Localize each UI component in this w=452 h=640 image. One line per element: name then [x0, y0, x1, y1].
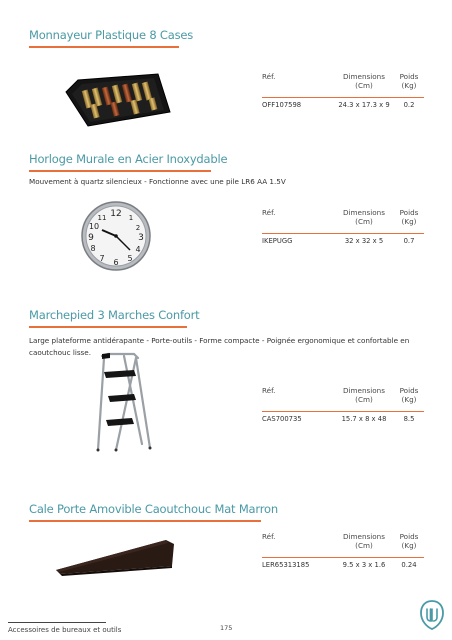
wall-clock-image — [80, 200, 152, 272]
svg-text:11: 11 — [97, 214, 107, 222]
spec-header — [262, 208, 424, 230]
ref-value: LER65313185 — [262, 561, 310, 570]
spec-header — [262, 532, 424, 554]
door-wedge-image — [54, 536, 176, 576]
dimensions-header: Dimensions — [343, 532, 385, 541]
spec-divider — [262, 97, 424, 98]
svg-text:4: 4 — [135, 245, 141, 254]
ref-value: OFF107598 — [262, 101, 302, 110]
weight-value: 0.2 — [403, 101, 415, 110]
dimensions-value: 9.5 x 3 x 1.6 — [342, 561, 386, 570]
product-description: Large plateforme antidérapante - Porte-outils - Forme compacte - Poignée ergonomique et confortable en caoutchouc lisse. — [29, 336, 410, 357]
footer-divider — [8, 622, 106, 623]
page-number: 175 — [220, 624, 233, 632]
dimensions-unit: (Cm) — [355, 81, 373, 90]
svg-text:1: 1 — [128, 214, 134, 222]
svg-text:8: 8 — [90, 244, 96, 253]
svg-text:12: 12 — [110, 209, 122, 219]
product-title: Marchepied 3 Marches Confort — [29, 308, 200, 322]
spec-table — [262, 386, 424, 427]
dimensions-header: Dimensions — [343, 208, 385, 217]
coin-tray-image — [64, 72, 172, 128]
spec-divider — [262, 411, 424, 412]
ref-header: Réf. — [262, 386, 276, 395]
dimensions-unit: (Cm) — [355, 217, 373, 226]
step-stool-image — [94, 352, 156, 452]
spec-table — [262, 532, 424, 573]
weight-unit: (Kg) — [401, 541, 417, 550]
svg-text:9: 9 — [88, 233, 94, 243]
svg-text:3: 3 — [138, 233, 144, 243]
svg-text:2: 2 — [135, 224, 141, 232]
title-underline — [29, 326, 187, 328]
weight-unit: (Kg) — [401, 81, 417, 90]
weight-header: Poids — [399, 532, 419, 541]
spec-header — [262, 386, 424, 408]
product-title: Cale Porte Amovible Caoutchouc Mat Marron — [29, 502, 278, 516]
brand-logo-icon — [419, 600, 445, 630]
spec-row — [262, 415, 424, 427]
dimensions-header: Dimensions — [343, 386, 385, 395]
svg-text:7: 7 — [99, 254, 105, 263]
title-underline — [29, 170, 211, 172]
ref-header: Réf. — [262, 72, 276, 81]
spec-row — [262, 561, 424, 573]
ref-header: Réf. — [262, 208, 276, 217]
svg-text:5: 5 — [127, 254, 133, 263]
weight-header: Poids — [399, 386, 419, 395]
spec-header — [262, 72, 424, 94]
weight-unit: (Kg) — [401, 217, 417, 226]
product-title: Monnayeur Plastique 8 Cases — [29, 28, 194, 42]
svg-text:6: 6 — [113, 258, 119, 267]
ref-value: IKEPUGG — [262, 237, 293, 246]
product-title: Horloge Murale en Acier Inoxydable — [29, 152, 228, 166]
title-underline — [29, 46, 179, 48]
spec-table — [262, 208, 424, 249]
dimensions-unit: (Cm) — [355, 395, 373, 404]
svg-text:10: 10 — [88, 222, 100, 231]
spec-divider — [262, 557, 424, 558]
ref-header: Réf. — [262, 532, 276, 541]
dimensions-value: 32 x 32 x 5 — [344, 237, 384, 246]
weight-unit: (Kg) — [401, 395, 417, 404]
title-underline — [29, 520, 261, 522]
weight-value: 8.5 — [403, 415, 415, 424]
weight-header: Poids — [399, 208, 419, 217]
footer-section-label: Accessoires de bureaux et outils — [8, 626, 122, 634]
weight-value: 0.24 — [401, 561, 417, 570]
spec-row — [262, 101, 424, 113]
spec-divider — [262, 233, 424, 234]
dimensions-value: 24.3 x 17.3 x 9 — [338, 101, 390, 110]
dimensions-header: Dimensions — [343, 72, 385, 81]
ref-value: CAS700735 — [262, 415, 302, 424]
weight-value: 0.7 — [403, 237, 415, 246]
product-description: Mouvement à quartz silencieux - Fonctionne avec une pile LR6 AA 1.5V — [29, 177, 286, 186]
dimensions-unit: (Cm) — [355, 541, 373, 550]
dimensions-value: 15.7 x 8 x 48 — [341, 415, 387, 424]
weight-header: Poids — [399, 72, 419, 81]
spec-row — [262, 237, 424, 249]
spec-table — [262, 72, 424, 113]
